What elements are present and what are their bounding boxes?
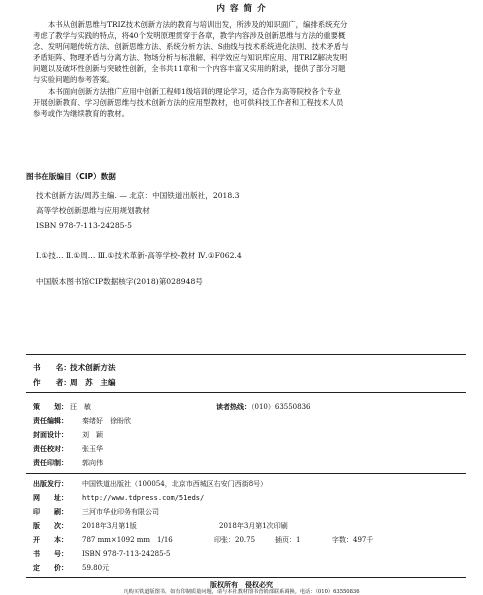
impression: 2018年3月第1次印刷 [219,522,288,530]
print-supervisor-row [33,458,103,468]
plates: 插页：1 [275,536,301,544]
author: 周 苏 主编 [70,378,116,387]
printer-label: 印 刷： [33,508,68,516]
cover-design: 刘 颖 [82,431,103,439]
summary-title: 内 容 简 介 [216,4,267,14]
print-supervisor: 郭向伟 [82,459,103,467]
proofreader-label: 责任校对： [33,445,68,453]
summary-p1-line: 问题以及破坏性创新与突破性创新，全书共11章和一个内容丰富又实用的附录，提供了部分习题 [33,64,346,73]
format: 787 mm×1092 mm 1/16 [82,536,173,544]
cip-line: 高等学校创新思维与应用规划教材 [36,206,150,215]
book-author-row [33,377,116,388]
price-label: 定 价： [33,564,68,572]
editor: 秦绪好 徐盼欣 [82,417,131,425]
summary-p1-line: 考虑了教学与实践的特点，将40个发明原理贯穿于各章，教学内容涉及创新思维与方法的重要概 [33,31,346,40]
book-title-row [33,362,116,373]
printer-row [33,507,159,517]
summary-p1-line: 与实验问题的参考答案。 [33,75,115,84]
summary-paragraph-2 [33,86,343,119]
divider [26,473,466,474]
format-label: 开 本： [33,536,68,544]
summary-p1-line: 念、发明问题传统方法、创新思维方法、系统分析方法、S曲线与技术系统进化法则、技术矛盾与 [33,42,349,51]
edition: 2018年3月第1版 [82,522,137,530]
divider [26,392,466,393]
cip-isbn: ISBN 978-7-113-24285-5 [36,221,132,230]
book-title: 技术创新方法 [70,363,116,372]
editor-label: 责任编辑： [33,417,68,425]
quality-notice: 凡购买铁道版图书，如有印制质量问题，请与本社教材图书营销部联系调换。电话：（010）63550836 [123,589,360,595]
isbn-label: 书 号： [33,550,68,558]
isbn: ISBN 978-7-113-24285-5 [82,550,171,558]
edition-label: 版 次： [33,522,68,530]
planner-row [33,402,91,412]
website-label: 网 址： [33,494,68,502]
summary-p2-line: 开展创新教育、学习创新思维与技术创新方法的应用型教材，也可供科技工作者和工程技术人员 [33,98,344,107]
divider [26,354,466,355]
summary-p2-line: 本书面向创新方法推广应用中创新工程师1级培训的理论学习，适合作为高等院校各个专业 [48,87,341,96]
website: http://www.tdpress.com/51eds/ [82,494,205,502]
word-count: 字数：497千 [332,536,374,544]
planner-label: 策 划： [33,403,68,411]
website-row [33,493,204,503]
cip-classification: Ⅰ.①技… Ⅱ.①周… Ⅲ.①技术革新-高等学校-教材 Ⅳ.①F062.4 [36,251,242,260]
proofreader: 张玉华 [82,445,103,453]
proofreader-row [33,444,103,454]
sheets: 印张：20.75 [214,536,256,544]
hotline-row [216,402,311,412]
print-supervisor-label: 责任印制： [33,459,68,467]
editor-row [33,416,131,426]
summary-p1-line: 本书从创新思维与TRIZ技术创新方法的教育与培训出发，所涉及的知识面广，编排系统充分 [48,20,348,29]
price-row [33,563,109,573]
price: 59.80元 [82,564,110,572]
cip-record-number: 中国版本图书馆CIP数据核字(2018)第028948号 [36,277,203,286]
copyright-notice: 版权所有 侵权必究 [210,581,273,589]
cip-title: 图书在版编目（CIP）数据 [26,172,116,181]
format-row [33,535,173,545]
summary-p2-line: 参考或作为继续教育的教材。 [33,109,130,118]
publisher: 中国铁道出版社（100054，北京市西城区右安门西街8号） [82,480,268,488]
author-label: 作 者： [33,378,71,387]
planner: 汪 敏 [70,403,91,411]
summary-paragraph-1 [33,19,348,85]
publisher-row [33,479,267,489]
summary-p1-line: 矛盾矩阵、物理矛盾与分离方法、物场分析与标准解、科学效应与知识库应用、用TRIZ解决发明 [33,53,348,62]
publisher-label: 出版发行： [33,480,68,488]
hotline-label: 读者热线： [216,403,251,411]
edition-row [33,521,137,531]
printer: 三河市华业印务有限公司 [82,508,159,516]
isbn-row [33,549,170,559]
divider [26,577,466,578]
cover-design-label: 封面设计： [33,431,68,439]
book-title-label: 书 名： [33,363,71,372]
cover-design-row [33,430,103,440]
hotline: （010）63550836 [251,403,311,411]
cip-line: 技术创新方法/周苏主编. — 北京：中国铁道出版社，2018.3 [36,191,240,200]
